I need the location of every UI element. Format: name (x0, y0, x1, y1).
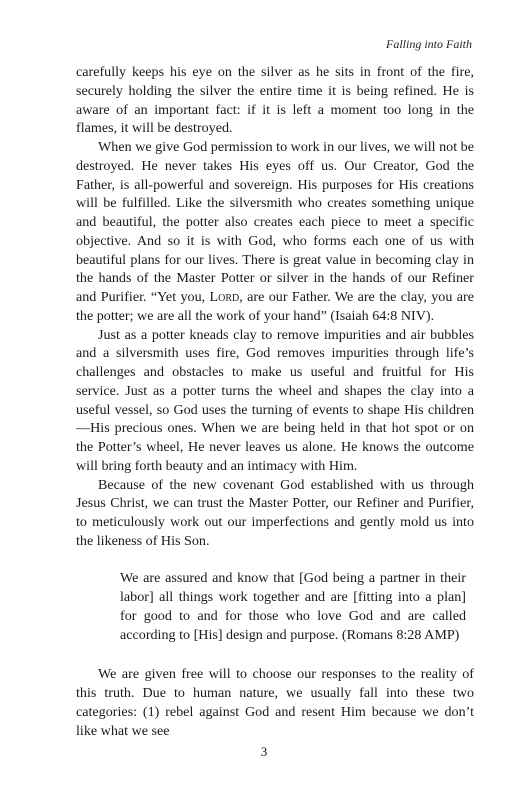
block-quote: We are assured and know that [God being a partner in their labor] all things work together and are [fitting into a plan] for good to and for those who love God and are called according to [His] design and purpose. (Romans 8:28 AMP) (120, 569, 466, 644)
page-number: 3 (260, 744, 268, 759)
paragraph-new-covenant: Because of the new covenant God established with us through Jesus Christ, we can trust the Master Potter, our Refiner and Purifier, to meticulously work out our imperfections and gently mold us into the likeness of His Son. (76, 476, 474, 549)
paragraph-text-after: , are our Father. We are the clay, you are the potter; we are all the work of your hand” (Isaiah 64:8 NIV). (76, 289, 474, 324)
paragraph-god-permission (76, 138, 474, 326)
running-header: Falling into Faith (386, 37, 472, 51)
small-caps-lord: Lord (209, 289, 240, 305)
paragraph-text-before: When we give God permission to work in our lives, we will not be destroyed. He never takes His eyes off us. Our Creator, God the Father, is all-powerful and sovereign. His purposes for His creations will be fulfilled. Like the silversmith who creates something unique and beautiful, the potter also creates each piece to meet a specific objective. And so it is with God, who forms each one of us with beautiful plans for our lives. There is great value in becoming clay in the hands of the Master Potter or silver in the hands of our Refiner and Purifier. “Yet you, (76, 139, 474, 305)
body-text (76, 63, 474, 740)
paragraph-potter-kneads: Just as a potter kneads clay to remove impurities and air bubbles and a silversmith uses fire, God removes impurities through life’s challenges and obstacles to make us useful and fruitful for His service. Just as a potter turns the wheel and shapes the clay into a useful vessel, so God uses the turning of events to shape His children—His precious ones. When we are being held in that hot spot or on the Potter’s wheel, He never leaves us alone. He knows the outcome will bring forth beauty and an intimacy with Him. (76, 326, 474, 474)
paragraph-continued: carefully keeps his eye on the silver as he sits in front of the fire, securely holding the silver the entire time it is being refined. He is aware of an important fact: if it is left a moment too long in the flames, it will be destroyed. (76, 64, 474, 137)
paragraph-free-will: We are given free will to choose our responses to the reality of this truth. Due to human nature, we usually fall into these two categories: (1) rebel against God and resent Him because we don’t like what we see (76, 666, 474, 739)
